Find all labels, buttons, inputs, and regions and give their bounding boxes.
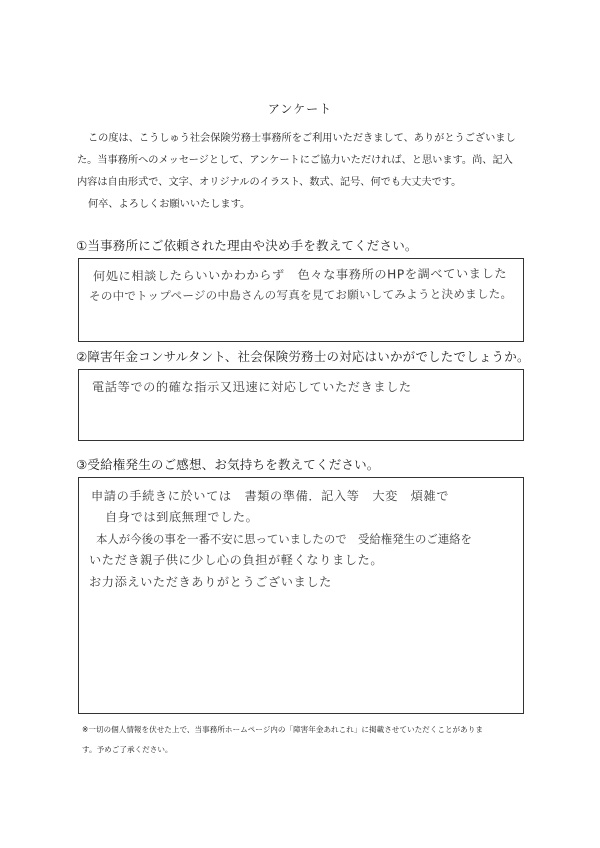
handwritten-answer-line: 本人が今後の事を一番不安に思っていましたので 受給権発生のご連絡を <box>96 532 472 546</box>
question-3-label: ③受給権発生のご感想、お気持ちを教えてください。 <box>76 457 380 472</box>
question-1-label: ①当事務所にご依頼された理由や決め手を教えてください。 <box>76 238 418 253</box>
handwritten-answer-line: お力添えいただきありがとうございました <box>89 575 332 589</box>
survey-title: アンケート <box>267 102 333 116</box>
footnote-line-1: ※一切の個人情報を伏せた上で、当事務所ホームページ内の「障害年金あれこれ」に掲載させていただくことがありま <box>82 725 483 734</box>
answer-box-2 <box>78 369 524 441</box>
handwritten-answer-line: 自身では到底無理でした。 <box>105 510 259 524</box>
intro-text <box>77 128 537 216</box>
answer-box-1 <box>78 258 524 342</box>
intro-line: 内容は自由形式で、文字、オリジナルのイラスト、数式、記号、何でも大丈夫です。 <box>77 177 462 188</box>
intro-line: た。当事務所へのメッセージとして、アンケートにご協力いただければ、と思います。尚、記入 <box>77 155 513 166</box>
question-2-label: ②障害年金コンサルタント、社会保険労務士の対応はいかがでしたでしょうか。 <box>76 349 530 364</box>
intro-line: この度は、こうしゅう社会保険労務士事務所をご利用いただきまして、ありがとうございまし <box>88 133 516 144</box>
handwritten-answer-line: 電話等での的確な指示又迅速に対応していただきました <box>92 380 412 394</box>
handwritten-answer-line: 何処に相談したらいいかわからず 色々な事務所のHPを調べていました <box>92 266 508 284</box>
intro-line: 何卒、よろしくお願いいたします。 <box>88 199 251 210</box>
handwritten-answer-line: 申請の手続きに於いては 書類の準備．記入等 大変 煩雑で <box>91 489 450 503</box>
footnote-line-2: す。予めご了承ください。 <box>82 745 173 754</box>
handwritten-answer-line: いただき親子供に少し心の負担が軽くなりました。 <box>89 553 384 567</box>
handwritten-answer-line: その中でトップページの中島さんの写真を見てお願いしてみようと決めました。 <box>88 286 513 304</box>
answer-box-3 <box>78 477 524 714</box>
